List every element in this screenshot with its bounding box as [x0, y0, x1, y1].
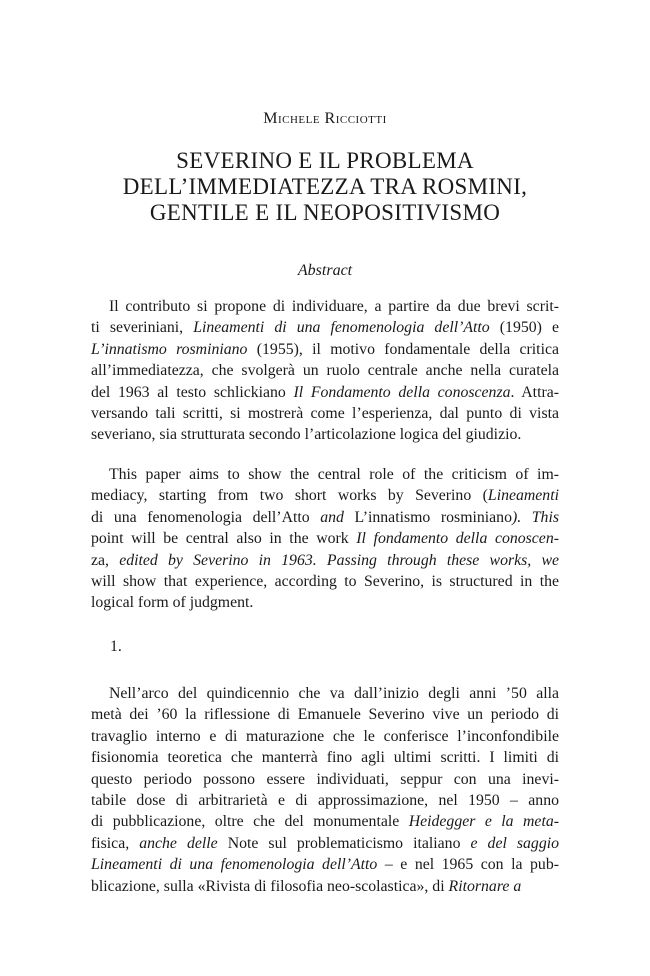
text-line: severiano, sia strutturata secondo l’articolazione logica del giudizio. — [91, 426, 522, 444]
title-line: GENTILE E IL NEOPOSITIVISMO — [149, 200, 501, 225]
text-line: versando tali scritti, si mostrerà come l’esperienza, dal punto di vista — [91, 404, 559, 422]
text-line: travaglio interno e di maturazione che le conferisce l’inconfondibile — [91, 727, 559, 745]
abstract-italian-paragraph — [91, 296, 559, 446]
text-line: metà dei ’60 la riflessione di Emanuele Severino vive un periodo di — [91, 706, 559, 724]
text-line: Il contributo si propone di individuare, a partire da due brevi scrit- — [109, 298, 559, 315]
text-line: logical form of judgment. — [91, 594, 254, 612]
text-line: L’innatismo rosminiano (1955), il motivo fondamentale della critica — [91, 340, 559, 358]
text-line: fisionomia teoretica che manterrà fino agli ultimi scritti. I limiti di — [91, 749, 559, 767]
text-line: point will be central also in the work Il fondamento della conoscen- — [91, 530, 559, 548]
section-number: 1. — [110, 638, 122, 655]
text-line: Nell’arco del quindicennio che va dall’inizio degli anni ’50 alla — [109, 685, 559, 702]
text-line: fisica, anche delle Note sul problematicismo italiano e del saggio — [91, 834, 560, 852]
text-line: questo periodo possono essere individuati, seppur con una inevi- — [91, 770, 559, 788]
text-line: di pubblicazione, oltre che del monumentale Heidegger e la meta- — [91, 813, 559, 831]
text-line: mediacy, starting from two short works by Severino (Lineamenti — [91, 487, 559, 505]
title-line: SEVERINO E IL PROBLEMA — [176, 148, 474, 173]
text-line: tabile dose di arbitrarietà e di approssimazione, nel 1950 – anno — [91, 791, 559, 809]
abstract-english-paragraph — [91, 464, 559, 614]
article-title — [60, 148, 590, 226]
text-line: za, edited by Severino in 1963. Passing through these works, we — [91, 551, 559, 569]
text-line: Lineamenti di una fenomenologia dell’Atto – e nel 1965 con la pub- — [91, 856, 559, 874]
text-line: ti severiniani, Lineamenti di una fenomenologia dell’Atto (1950) e — [91, 319, 559, 337]
text-line: del 1963 al testo schlickiano Il Fondamento della conoscenza. Attra- — [91, 383, 559, 401]
abstract-heading: Abstract — [297, 262, 353, 279]
text-line: di una fenomenologia dell’Atto and L’innatismo rosminiano). This — [91, 508, 559, 526]
section-body-paragraph — [91, 683, 559, 897]
text-line: blicazione, sulla «Rivista di filosofia neo-scolastica», di Ritornare a — [91, 877, 522, 895]
text-line: will show that experience, according to Severino, is structured in the — [91, 572, 559, 590]
text-line: all’immediatezza, che svolgerà un ruolo centrale anche nella curatela — [91, 362, 559, 380]
author-name: Michele Ricciotti — [263, 110, 387, 127]
title-line: DELL’IMMEDIATEZZA TRA ROSMINI, — [122, 174, 528, 199]
text-line: This paper aims to show the central role of the criticism of im- — [109, 466, 559, 483]
